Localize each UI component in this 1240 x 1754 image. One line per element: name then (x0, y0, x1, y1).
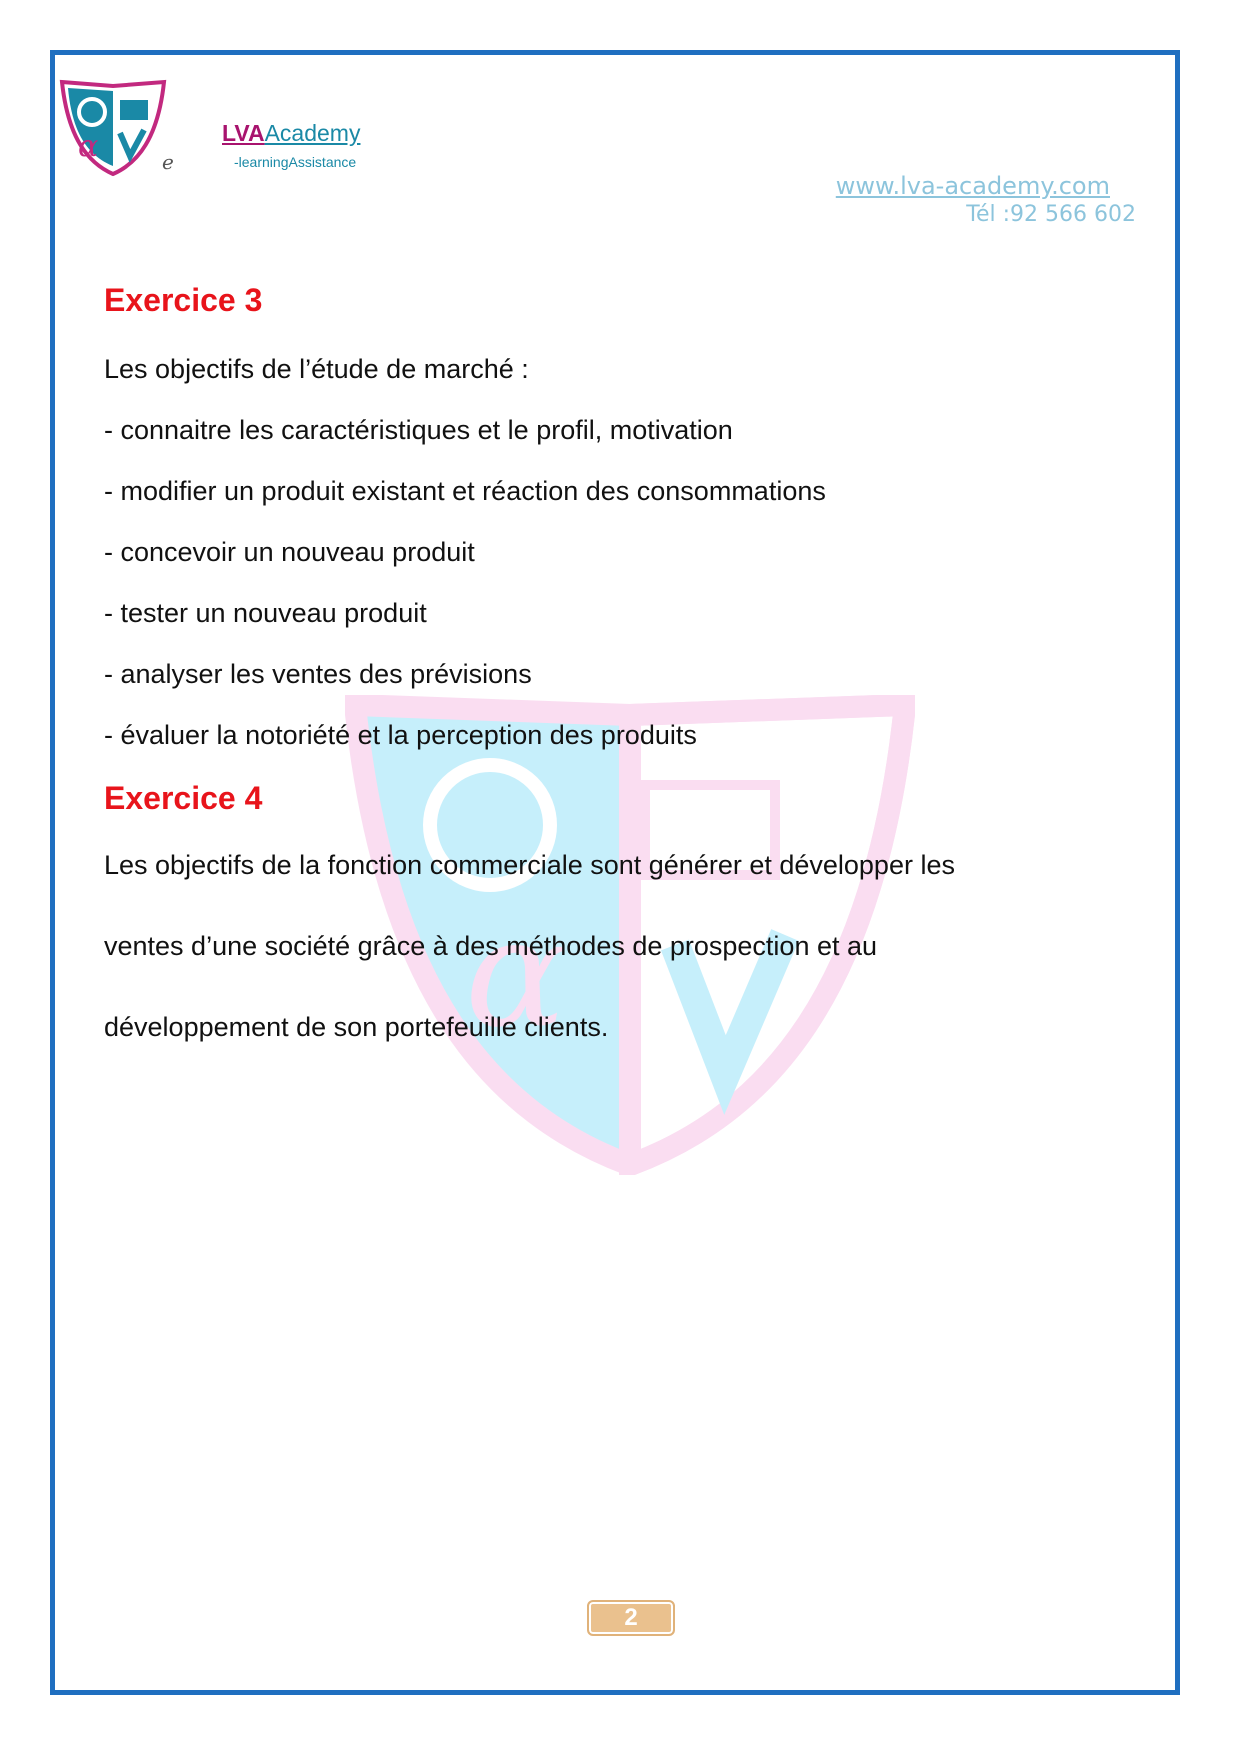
svg-text:α: α (78, 129, 99, 164)
exercise-4-paragraph-line: ventes d’une société grâce à des méthodes de prospection et au (104, 931, 878, 961)
phone-number: Tél :92 566 602 (966, 202, 1136, 227)
exercise-3-item: - tester un nouveau produit (104, 598, 427, 628)
exercise-3-item: - connaitre les caractéristiques et le profil, motivation (104, 415, 733, 445)
academy-logo-icon (58, 78, 168, 178)
website-link[interactable]: www.lva-academy.com (835, 172, 1110, 200)
exercise-3-intro: Les objectifs de l’étude de marché : (104, 354, 529, 384)
brand-tagline: -learningAssistance (234, 154, 357, 170)
brand-academy: Academy (264, 120, 361, 146)
exercise-3-item: - analyser les ventes des prévisions (104, 659, 532, 689)
exercise-3-title: Exercice 3 (104, 282, 263, 318)
exercise-4-paragraph-line: Les objectifs de la fonction commerciale sont générer et développer les (104, 850, 955, 880)
exercise-4-title: Exercice 4 (104, 780, 263, 816)
brand-name (222, 120, 360, 147)
exercise-3-item: - évaluer la notoriété et la perception des produits (104, 720, 697, 750)
page-number-badge: 2 (587, 1600, 675, 1636)
logo-e-letter: e (162, 150, 174, 174)
brand-lva: LVA (222, 120, 265, 146)
exercise-3-item: - modifier un produit existant et réaction des consommations (104, 476, 826, 506)
exercise-3-item: - concevoir un nouveau produit (104, 537, 475, 567)
svg-text:α: α (465, 887, 567, 1061)
exercise-4-paragraph-line: développement de son portefeuille clients. (104, 1012, 609, 1042)
